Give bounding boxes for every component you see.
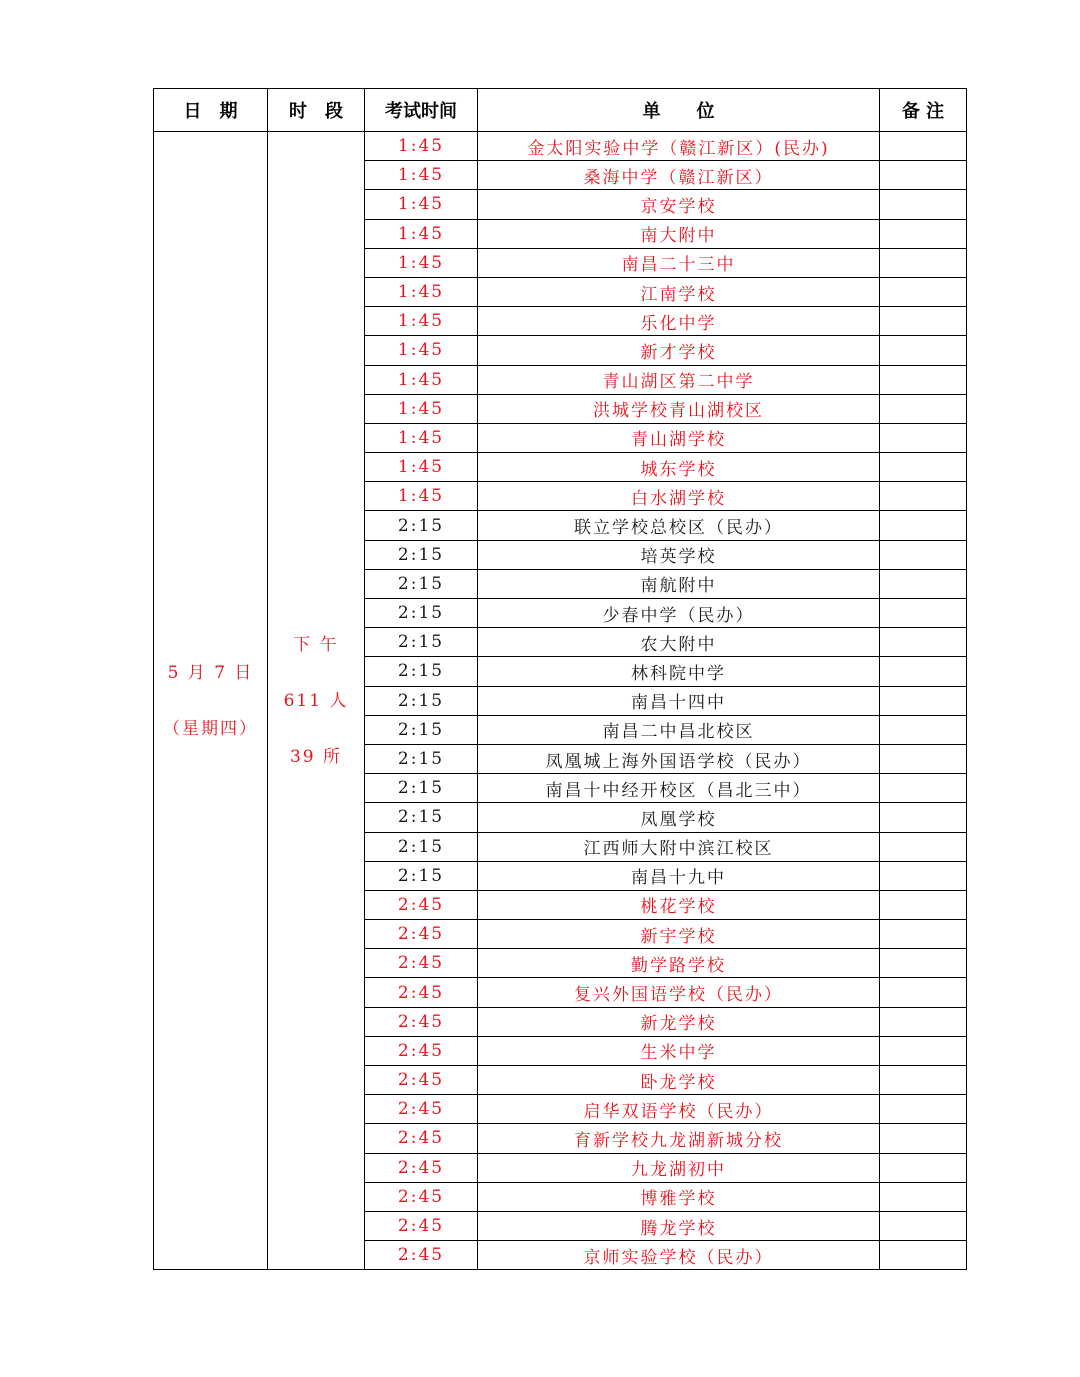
exam-time-cell: 2:15 (365, 744, 478, 773)
unit-cell: 少春中学（民办） (478, 599, 880, 628)
remarks-cell (880, 453, 967, 482)
exam-time-cell: 2:45 (365, 890, 478, 919)
remarks-cell (880, 365, 967, 394)
remarks-cell (880, 1036, 967, 1065)
remarks-cell (880, 569, 967, 598)
remarks-cell (880, 890, 967, 919)
header-row (154, 89, 967, 132)
remarks-cell (880, 248, 967, 277)
exam-time-cell: 2:45 (365, 1007, 478, 1036)
exam-time-cell: 2:45 (365, 1211, 478, 1240)
table-body (154, 132, 967, 1270)
exam-time-cell: 2:45 (365, 1124, 478, 1153)
remarks-cell (880, 277, 967, 306)
exam-time-cell: 2:45 (365, 1153, 478, 1182)
remarks-cell (880, 920, 967, 949)
exam-time-cell: 2:45 (365, 1241, 478, 1270)
unit-cell: 京师实验学校（民办） (478, 1241, 880, 1270)
exam-time-cell: 1:45 (365, 219, 478, 248)
unit-cell: 腾龙学校 (478, 1211, 880, 1240)
exam-time-cell: 2:45 (365, 1182, 478, 1211)
exam-time-cell: 1:45 (365, 307, 478, 336)
remarks-cell (880, 336, 967, 365)
unit-cell: 九龙湖初中 (478, 1153, 880, 1182)
exam-time-cell: 1:45 (365, 453, 478, 482)
remarks-cell (880, 1211, 967, 1240)
unit-cell: 凤凰城上海外国语学校（民办） (478, 744, 880, 773)
remarks-cell (880, 949, 967, 978)
exam-time-cell: 1:45 (365, 423, 478, 452)
exam-time-cell: 2:15 (365, 774, 478, 803)
remarks-cell (880, 540, 967, 569)
unit-cell: 培英学校 (478, 540, 880, 569)
unit-cell: 复兴外国语学校（民办） (478, 978, 880, 1007)
unit-cell: 南昌十四中 (478, 686, 880, 715)
exam-time-cell: 2:45 (365, 1066, 478, 1095)
remarks-cell (880, 774, 967, 803)
remarks-cell (880, 1007, 967, 1036)
header-remarks: 备 注 (880, 89, 967, 132)
exam-time-cell: 2:15 (365, 628, 478, 657)
unit-cell: 南昌十中经开校区（昌北三中） (478, 774, 880, 803)
remarks-cell (880, 190, 967, 219)
remarks-cell (880, 1241, 967, 1270)
unit-cell: 青山湖区第二中学 (478, 365, 880, 394)
remarks-cell (880, 1066, 967, 1095)
exam-time-cell: 2:45 (365, 978, 478, 1007)
exam-time-cell: 1:45 (365, 482, 478, 511)
unit-cell: 洪城学校青山湖校区 (478, 394, 880, 423)
table-header (154, 89, 967, 132)
remarks-cell (880, 1182, 967, 1211)
period-students: 611 人 (283, 690, 349, 711)
exam-time-cell: 2:15 (365, 861, 478, 890)
exam-time-cell: 2:15 (365, 832, 478, 861)
remarks-cell (880, 861, 967, 890)
unit-cell: 青山湖学校 (478, 423, 880, 452)
exam-time-cell: 1:45 (365, 190, 478, 219)
date-weekday: （星期四） (163, 718, 258, 739)
remarks-cell (880, 657, 967, 686)
period-cell (268, 132, 365, 1270)
remarks-cell (880, 219, 967, 248)
unit-cell: 新宇学校 (478, 920, 880, 949)
exam-time-cell: 2:15 (365, 686, 478, 715)
exam-time-cell: 2:15 (365, 715, 478, 744)
unit-cell: 江南学校 (478, 277, 880, 306)
exam-time-cell: 1:45 (365, 248, 478, 277)
remarks-cell (880, 161, 967, 190)
unit-cell: 林科院中学 (478, 657, 880, 686)
unit-cell: 南昌二十三中 (478, 248, 880, 277)
unit-cell: 京安学校 (478, 190, 880, 219)
exam-time-cell: 2:15 (365, 599, 478, 628)
exam-time-cell: 2:45 (365, 949, 478, 978)
unit-cell: 南昌二中昌北校区 (478, 715, 880, 744)
unit-cell: 金太阳实验中学（赣江新区）(民办) (478, 132, 880, 161)
exam-time-cell: 1:45 (365, 394, 478, 423)
header-period: 时 段 (268, 89, 365, 132)
date-cell (154, 132, 268, 1270)
exam-schedule-table (153, 88, 967, 1270)
exam-time-cell: 2:15 (365, 803, 478, 832)
header-unit: 单 位 (478, 89, 880, 132)
remarks-cell (880, 511, 967, 540)
remarks-cell (880, 686, 967, 715)
unit-cell: 新龙学校 (478, 1007, 880, 1036)
remarks-cell (880, 744, 967, 773)
unit-cell: 生米中学 (478, 1036, 880, 1065)
unit-cell: 南航附中 (478, 569, 880, 598)
unit-cell: 南大附中 (478, 219, 880, 248)
remarks-cell (880, 423, 967, 452)
unit-cell: 桃花学校 (478, 890, 880, 919)
remarks-cell (880, 1095, 967, 1124)
exam-time-cell: 2:45 (365, 920, 478, 949)
exam-time-cell: 1:45 (365, 161, 478, 190)
unit-cell: 启华双语学校（民办） (478, 1095, 880, 1124)
unit-cell: 卧龙学校 (478, 1066, 880, 1095)
exam-time-cell: 2:15 (365, 511, 478, 540)
date-day: 5 月 7 日 (167, 662, 254, 683)
unit-cell: 乐化中学 (478, 307, 880, 336)
exam-time-cell: 2:45 (365, 1095, 478, 1124)
unit-cell: 新才学校 (478, 336, 880, 365)
remarks-cell (880, 482, 967, 511)
remarks-cell (880, 1153, 967, 1182)
header-exam-time: 考试时间 (365, 89, 478, 132)
exam-time-cell: 1:45 (365, 336, 478, 365)
unit-cell: 联立学校总校区（民办） (478, 511, 880, 540)
remarks-cell (880, 1124, 967, 1153)
unit-cell: 育新学校九龙湖新城分校 (478, 1124, 880, 1153)
remarks-cell (880, 803, 967, 832)
remarks-cell (880, 132, 967, 161)
unit-cell: 南昌十九中 (478, 861, 880, 890)
remarks-cell (880, 715, 967, 744)
exam-time-cell: 2:15 (365, 540, 478, 569)
exam-time-cell: 2:45 (365, 1036, 478, 1065)
exam-time-cell: 2:15 (365, 657, 478, 686)
remarks-cell (880, 628, 967, 657)
period-label: 下 午 (293, 634, 339, 655)
remarks-cell (880, 394, 967, 423)
unit-cell: 江西师大附中滨江校区 (478, 832, 880, 861)
unit-cell: 勤学路学校 (478, 949, 880, 978)
unit-cell: 白水湖学校 (478, 482, 880, 511)
remarks-cell (880, 832, 967, 861)
unit-cell: 凤凰学校 (478, 803, 880, 832)
exam-time-cell: 1:45 (365, 277, 478, 306)
remarks-cell (880, 978, 967, 1007)
remarks-cell (880, 599, 967, 628)
exam-time-cell: 2:15 (365, 569, 478, 598)
table-row (154, 132, 967, 161)
period-schools: 39 所 (289, 746, 343, 767)
exam-time-cell: 1:45 (365, 132, 478, 161)
exam-time-cell: 1:45 (365, 365, 478, 394)
header-date: 日 期 (154, 89, 268, 132)
remarks-cell (880, 307, 967, 336)
unit-cell: 桑海中学（赣江新区） (478, 161, 880, 190)
unit-cell: 农大附中 (478, 628, 880, 657)
unit-cell: 博雅学校 (478, 1182, 880, 1211)
unit-cell: 城东学校 (478, 453, 880, 482)
